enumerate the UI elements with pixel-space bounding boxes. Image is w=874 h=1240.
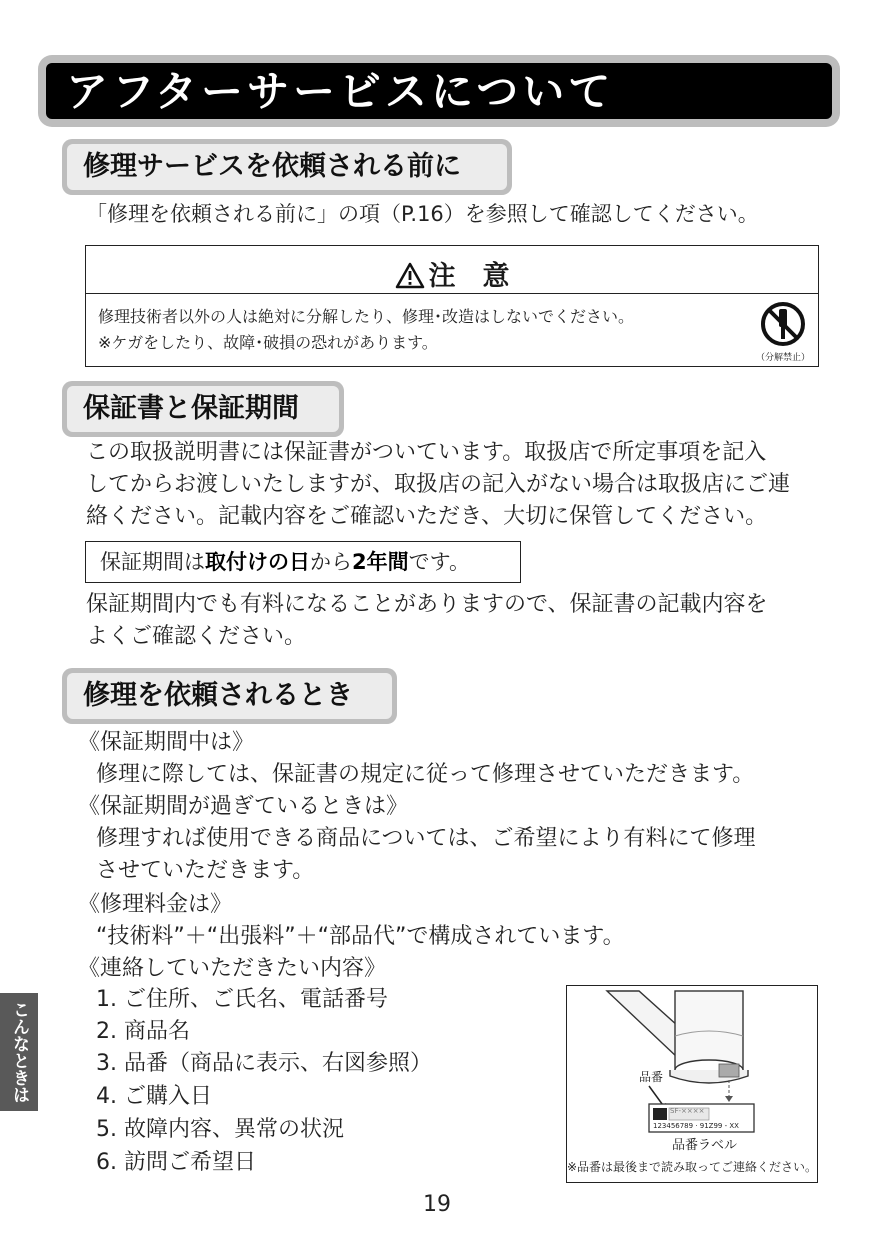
section-title: 修理を依頼されるとき <box>83 680 353 711</box>
after-period-text-2: させていただきます。 <box>96 858 315 883</box>
contact-item: 5. 故障内容、異常の状況 <box>96 1117 344 1142</box>
section-title: 保証書と保証期間 <box>83 393 299 424</box>
side-index-tab[interactable] <box>0 993 38 1111</box>
label-name: 品番ラベル <box>672 1138 738 1153</box>
contact-item: 4. ご購入日 <box>96 1084 212 1109</box>
period-length: 2年間 <box>352 550 409 574</box>
section-heading-before-repair <box>62 139 512 195</box>
page-header <box>38 55 840 127</box>
fee-text: “技術料”＋“出張料”＋“部品代”で構成されています。 <box>96 924 625 949</box>
page-header-bar <box>46 63 832 119</box>
before-repair-text: 「修理を依頼される前に」の項（P.16）を参照して確認してください。 <box>86 202 759 226</box>
warranty-note-line-1: 保証期間内でも有料になることがありますので、保証書の記載内容を <box>86 592 768 617</box>
contact-item: 1. ご住所、ご氏名、電話番号 <box>96 987 388 1012</box>
faucet-illustration <box>567 986 819 1156</box>
after-period-text-1: 修理すれば使用できる商品については、ご希望により有料にて修理 <box>96 826 756 851</box>
label-serial-code: 123456789 · 91Z99 - XX <box>653 1122 739 1130</box>
section-title: 修理サービスを依頼される前に <box>83 151 461 182</box>
figure-note: ※品番は最後まで読み取ってご連絡ください。 <box>567 1160 818 1174</box>
period-start: 取付けの日 <box>205 550 310 574</box>
fee-heading: 《修理料金は》 <box>78 892 233 917</box>
warning-triangle-icon <box>395 262 425 289</box>
label-model-code: SF-×××× <box>670 1107 705 1115</box>
in-period-text: 修理に際しては、保証書の規定に従って修理させていただきます。 <box>96 762 755 787</box>
warranty-para-line-3: 絡ください。記載内容をご確認いただき、大切に保管してください。 <box>86 504 768 529</box>
hinban-callout: 品番 <box>639 1070 664 1084</box>
no-disassembly-symbol <box>754 300 812 364</box>
warranty-note-line-2: よくご確認ください。 <box>86 624 307 649</box>
contact-item: 6. 訪問ご希望日 <box>96 1150 256 1175</box>
caution-line-1: 修理技術者以外の人は絶対に分解したり、修理･改造はしないでください。 <box>98 307 635 326</box>
caution-line-2: ※ケガをしたり、故障･破損の恐れがあります。 <box>98 333 438 352</box>
warranty-para-line-1: この取扱説明書には保証書がついています。取扱店で所定事項を記入 <box>86 440 767 465</box>
product-label-figure <box>566 985 818 1183</box>
caution-box <box>85 245 819 367</box>
page-title: アフターサービスについて <box>66 67 615 116</box>
section-heading-repair <box>62 668 397 724</box>
contact-item: 2. 商品名 <box>96 1019 190 1044</box>
contact-item: 3. 品番（商品に表示、右図参照） <box>96 1051 432 1076</box>
section-heading-warranty <box>62 381 344 437</box>
no-disassembly-label: （分解禁止） <box>755 353 810 363</box>
in-period-heading: 《保証期間中は》 <box>78 730 255 755</box>
side-tab-label: こんなときは <box>9 1001 29 1103</box>
period-text-post: です。 <box>408 550 470 574</box>
caution-title: 注 意 <box>428 261 510 292</box>
period-text-mid: から <box>310 550 352 574</box>
warranty-para-line-2: してからお渡しいたしますが、取扱店の記入がない場合は取扱店にご連 <box>86 472 791 497</box>
after-period-heading: 《保証期間が過ぎているときは》 <box>78 794 409 819</box>
no-disassembly-icon <box>754 300 812 350</box>
warranty-period-box <box>85 541 521 583</box>
contact-heading: 《連絡していただきたい内容》 <box>78 956 387 981</box>
period-text-pre: 保証期間は <box>100 550 205 574</box>
page-number: 19 <box>423 1192 451 1217</box>
